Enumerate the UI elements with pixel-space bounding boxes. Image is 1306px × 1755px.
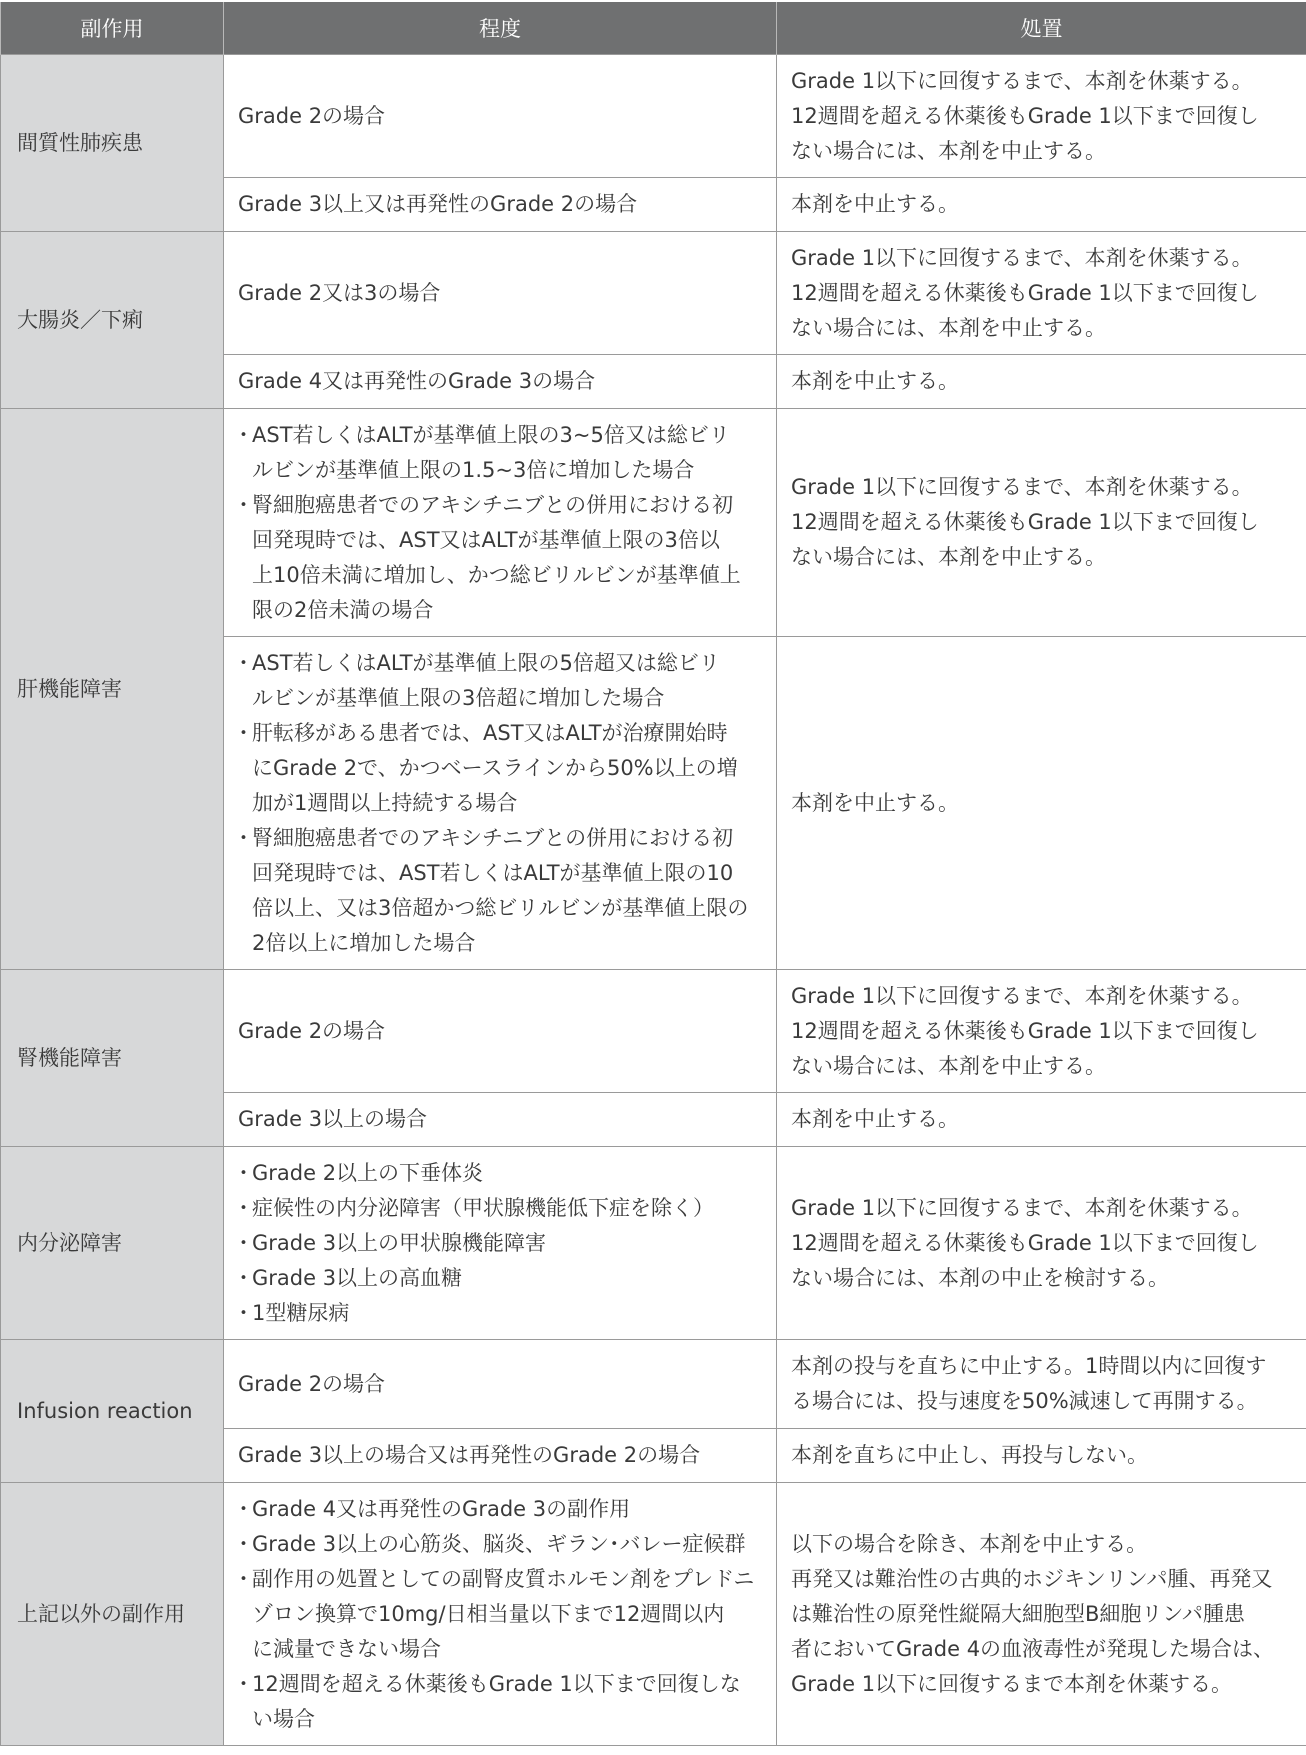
table-row xyxy=(1,970,1306,1093)
treatment-cell xyxy=(777,970,1306,1093)
table-row xyxy=(1,1147,1306,1340)
bullet-item: ・ 腎細胞癌患者でのアキシチニブとの併用における初 回発現時では、AST若しくはALTが基準値上限の10 倍以上、又は3倍超かつ総ビリルビンが基準値上限の 2倍以上に増加した場合 xyxy=(238,821,762,961)
bullet-item: ・ Grade 4又は再発性のGrade 3の副作用 xyxy=(238,1492,762,1527)
treatment-cell: 本剤を中止する。 xyxy=(777,1093,1306,1147)
treatment-cell: 本剤を中止する。 xyxy=(777,178,1306,232)
table-row xyxy=(1,55,1306,178)
treatment-cell xyxy=(777,232,1306,355)
treatment-line: ない場合には、本剤を中止する。 xyxy=(791,545,1106,569)
treatment-line: 12週間を超える休薬後もGrade 1以下まで回復し xyxy=(791,1230,1259,1255)
bullet-item: ・ Grade 3以上の甲状腺機能障害 xyxy=(238,1226,762,1261)
treatment-line: Grade 1以下に回復するまで、本剤を休薬する。 xyxy=(791,1195,1253,1220)
severity-cell xyxy=(224,1483,777,1746)
treatment-line: ない場合には、本剤を中止する。 xyxy=(791,315,1106,340)
header-treatment: 処置 xyxy=(777,2,1306,55)
severity-cell: Grade 2の場合 xyxy=(224,1340,777,1429)
table-row xyxy=(1,1483,1306,1746)
treatment-line: ない場合には、本剤を中止する。 xyxy=(791,1053,1106,1078)
side-effect-management-table xyxy=(0,2,1306,1746)
bullet-item: ・ AST若しくはALTが基準値上限の5倍超又は総ビリ ルビンが基準値上限の3倍超に増加した場合 xyxy=(238,646,762,716)
category-cell: 肝機能障害 xyxy=(1,409,224,970)
severity-bullet-list xyxy=(238,646,762,961)
treatment-line: Grade 1以下に回復するまで、本剤を休薬する。 xyxy=(791,68,1253,93)
bullet-item: ・ 肝転移がある患者では、AST又はALTが治療開始時 にGrade 2で、かつベースラインから50%以上の増 加が1週間以上持続する場合 xyxy=(238,716,762,821)
treatment-cell xyxy=(777,409,1306,637)
header-side-effect: 副作用 xyxy=(1,2,224,55)
severity-cell xyxy=(224,1147,777,1340)
treatment-cell xyxy=(777,1147,1306,1340)
treatment-cell: 本剤を中止する。 xyxy=(777,355,1306,409)
severity-cell: Grade 2の場合 xyxy=(224,970,777,1093)
severity-cell: Grade 3以上又は再発性のGrade 2の場合 xyxy=(224,178,777,232)
severity-cell: Grade 2の場合 xyxy=(224,55,777,178)
treatment-line: 12週間を超える休薬後もGrade 1以下まで回復し xyxy=(791,510,1259,534)
treatment-line: Grade 1以下に回復するまで本剤を休薬する。 xyxy=(791,1671,1233,1696)
treatment-cell xyxy=(777,1483,1306,1746)
treatment-line: 再発又は難治性の古典的ホジキンリンパ腫、再発又 xyxy=(791,1566,1273,1591)
treatment-cell xyxy=(777,55,1306,178)
treatment-line: 12週間を超える休薬後もGrade 1以下まで回復し xyxy=(791,103,1259,128)
treatment-line: Grade 1以下に回復するまで、本剤を休薬する。 xyxy=(791,475,1253,499)
category-cell: 腎機能障害 xyxy=(1,970,224,1147)
bullet-item: ・ 副作用の処置としての副腎皮質ホルモン剤をプレドニ ゾロン換算で10mg/日相当量以下まで12週間以内 に減量できない場合 xyxy=(238,1562,762,1667)
treatment-line: る場合には、投与速度を50%減速して再開する。 xyxy=(791,1389,1258,1413)
treatment-line: ない場合には、本剤の中止を検討する。 xyxy=(791,1265,1169,1290)
table-row xyxy=(1,409,1306,637)
category-cell: 大腸炎／下痢 xyxy=(1,232,224,409)
table-header xyxy=(1,2,1306,55)
severity-cell: Grade 4又は再発性のGrade 3の場合 xyxy=(224,355,777,409)
bullet-item: ・ AST若しくはALTが基準値上限の3~5倍又は総ビリ ルビンが基準値上限の1.5~3倍に増加した場合 xyxy=(238,418,762,488)
header-severity: 程度 xyxy=(224,2,777,55)
treatment-line: 12週間を超える休薬後もGrade 1以下まで回復し xyxy=(791,280,1259,305)
treatment-line: Grade 1以下に回復するまで、本剤を休薬する。 xyxy=(791,245,1253,270)
bullet-item: ・ 症候性の内分泌障害（甲状腺機能低下症を除く） xyxy=(238,1191,762,1226)
severity-cell: Grade 3以上の場合 xyxy=(224,1093,777,1147)
bullet-item: ・ Grade 3以上の高血糖 xyxy=(238,1261,762,1296)
severity-bullet-list xyxy=(238,418,762,628)
treatment-cell: 本剤を中止する。 xyxy=(777,637,1306,970)
severity-cell xyxy=(224,409,777,637)
treatment-line: Grade 1以下に回復するまで、本剤を休薬する。 xyxy=(791,983,1253,1008)
treatment-cell xyxy=(777,1340,1306,1429)
category-cell: 内分泌障害 xyxy=(1,1147,224,1340)
severity-cell xyxy=(224,637,777,970)
severity-bullet-list xyxy=(238,1492,762,1737)
table-row xyxy=(1,232,1306,355)
bullet-item: ・ 12週間を超える休薬後もGrade 1以下まで回復しな い場合 xyxy=(238,1667,762,1737)
category-cell: 間質性肺疾患 xyxy=(1,55,224,232)
category-cell: Infusion reaction xyxy=(1,1340,224,1483)
severity-bullet-list xyxy=(238,1156,762,1331)
severity-cell: Grade 3以上の場合又は再発性のGrade 2の場合 xyxy=(224,1429,777,1483)
bullet-item: ・ Grade 2以上の下垂体炎 xyxy=(238,1156,762,1191)
treatment-line: 12週間を超える休薬後もGrade 1以下まで回復し xyxy=(791,1018,1259,1043)
category-cell: 上記以外の副作用 xyxy=(1,1483,224,1746)
treatment-line: 本剤の投与を直ちに中止する。1時間以内に回復す xyxy=(791,1354,1267,1378)
bullet-item: ・ 1型糖尿病 xyxy=(238,1296,762,1331)
bullet-item: ・ 腎細胞癌患者でのアキシチニブとの併用における初 回発現時では、AST又はALTが基準値上限の3倍以 上10倍未満に増加し、かつ総ビリルビンが基準値上 限の2倍未満の場合 xyxy=(238,488,762,628)
bullet-item: ・ Grade 3以上の心筋炎、脳炎、ギラン･バレー症候群 xyxy=(238,1527,762,1562)
treatment-line: ない場合には、本剤を中止する。 xyxy=(791,138,1106,163)
severity-cell: Grade 2又は3の場合 xyxy=(224,232,777,355)
treatment-line: 以下の場合を除き、本剤を中止する。 xyxy=(791,1531,1148,1556)
table-row xyxy=(1,1340,1306,1429)
treatment-cell: 本剤を直ちに中止し、再投与しない。 xyxy=(777,1429,1306,1483)
treatment-line: 者においてGrade 4の血液毒性が発現した場合は、 xyxy=(791,1636,1275,1661)
treatment-line: は難治性の原発性縦隔大細胞型B細胞リンパ腫患 xyxy=(791,1601,1245,1626)
